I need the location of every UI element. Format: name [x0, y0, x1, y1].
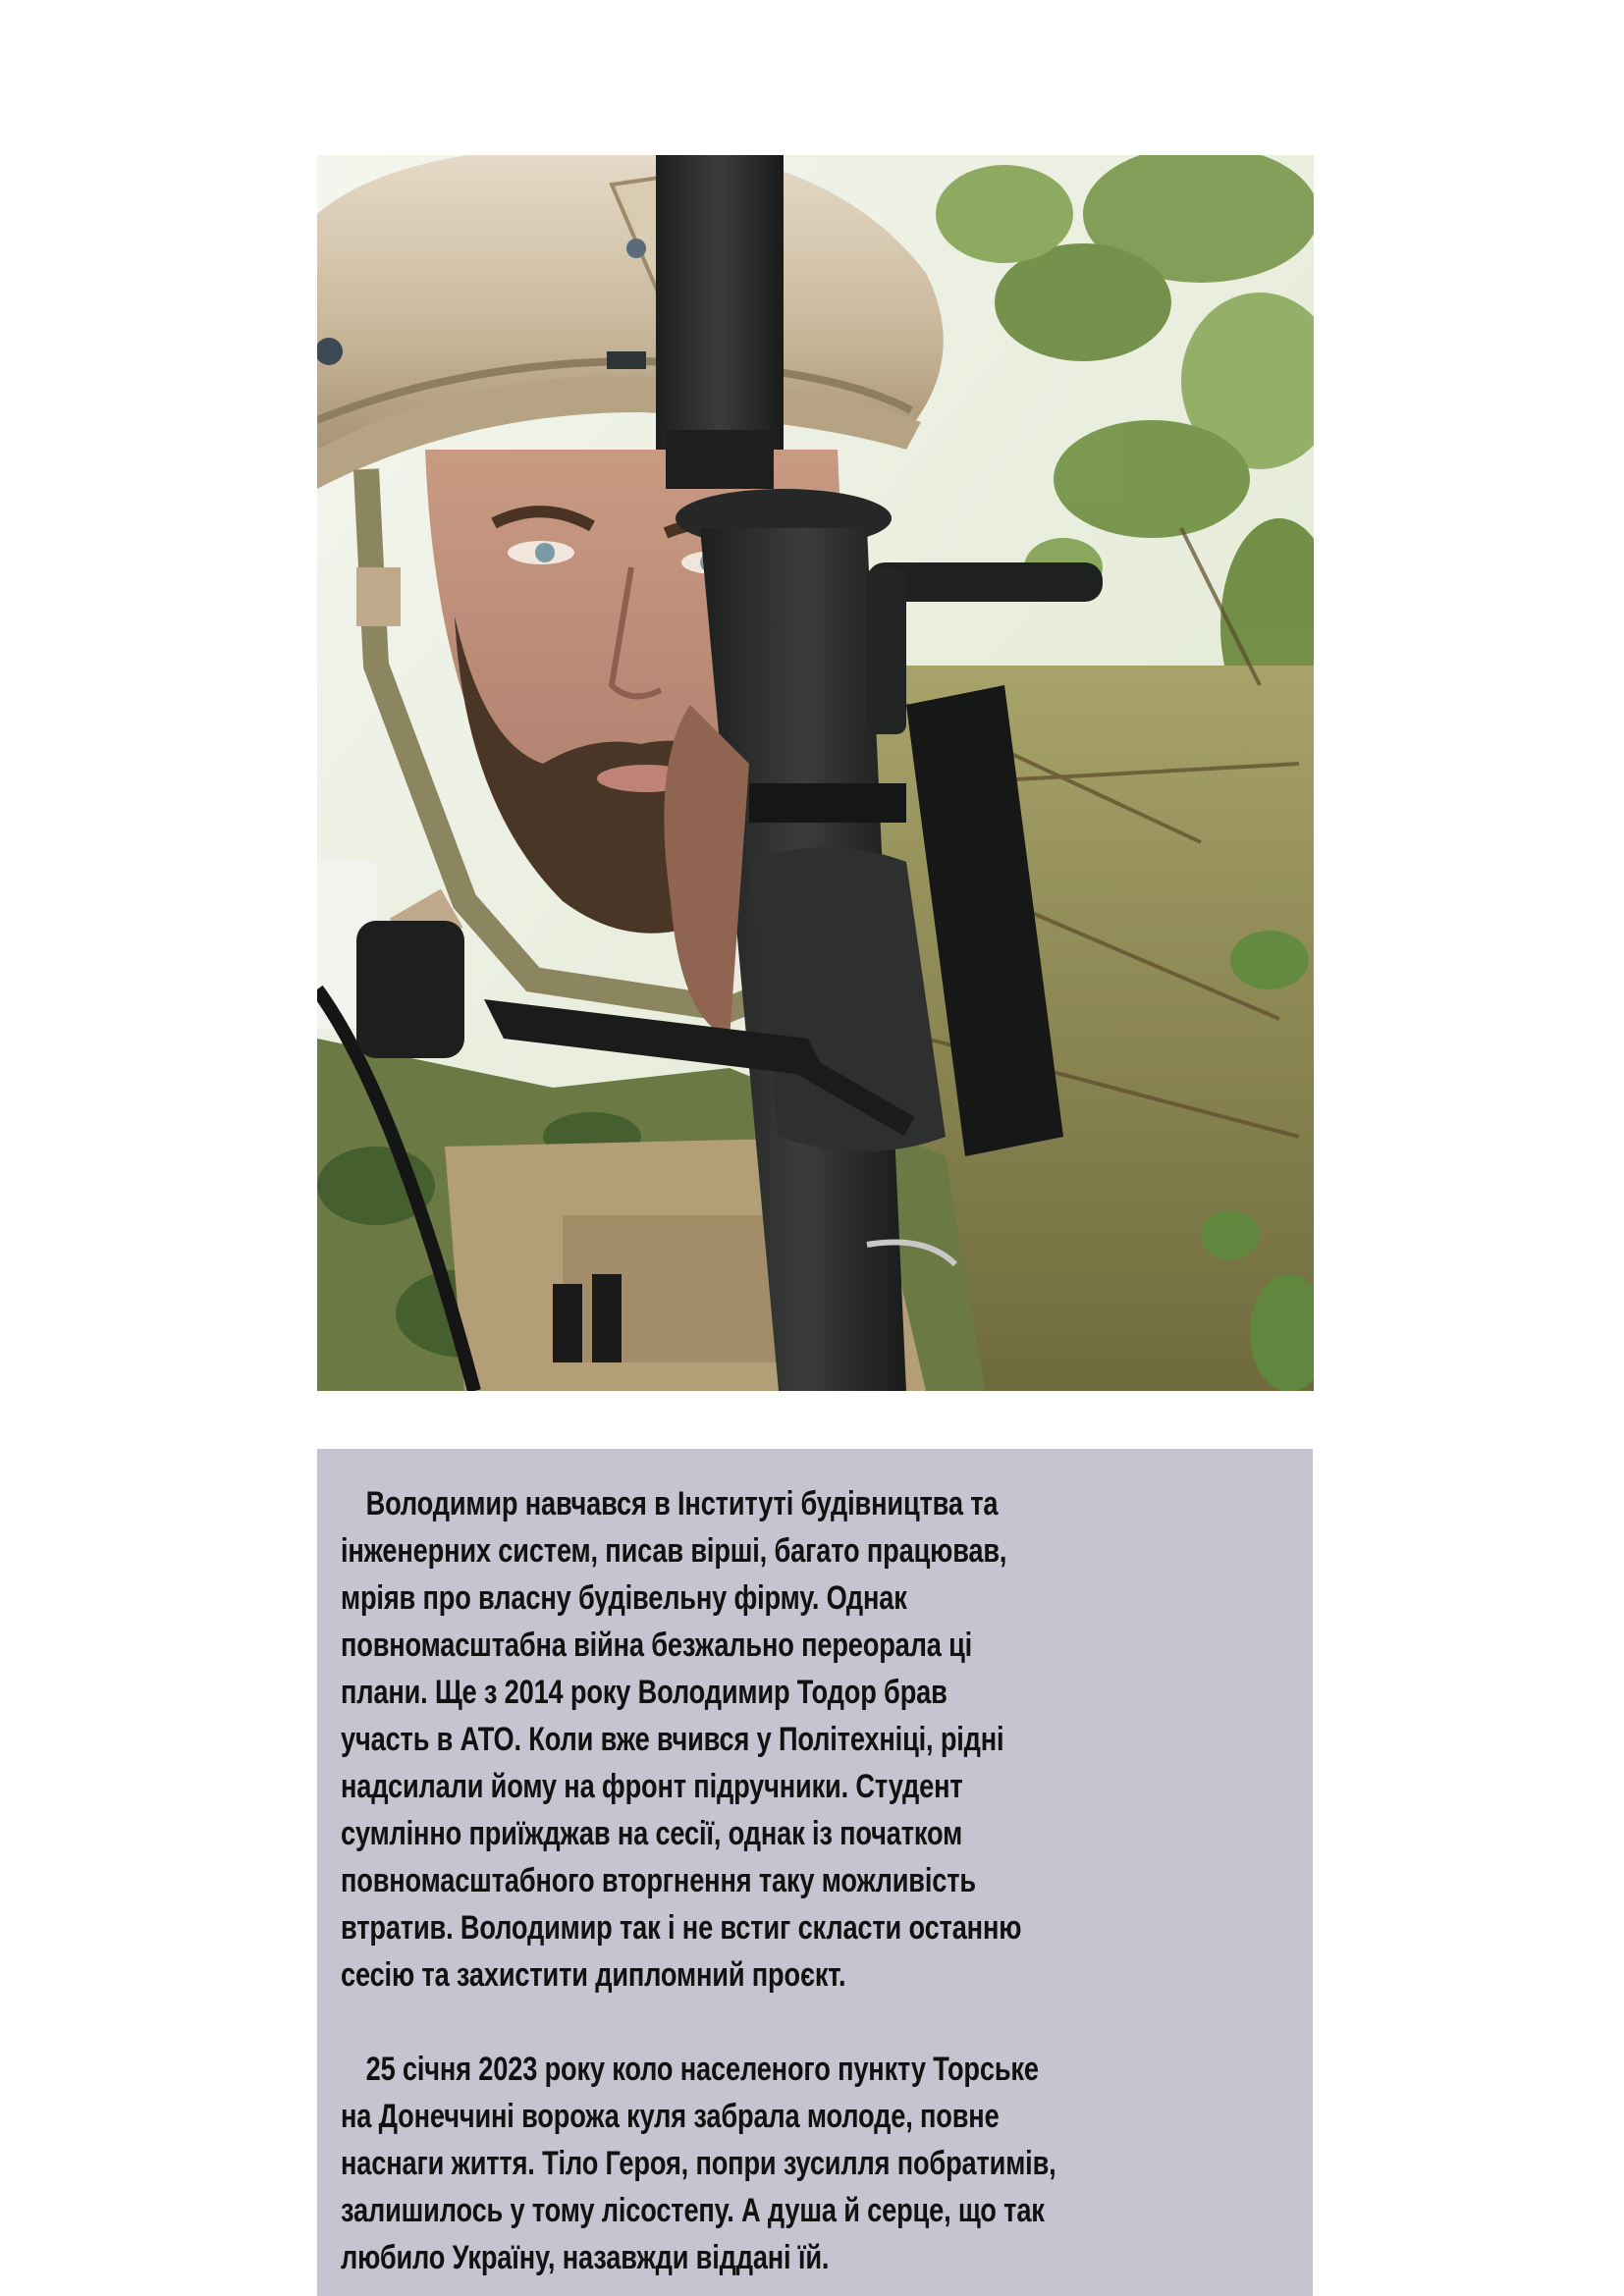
text-line: плани. Ще з 2014 року Володимир Тодор брав	[341, 1674, 947, 1711]
soldier-portrait-photo	[317, 155, 1314, 1391]
text-line: любило Україну, назавжди віддані їй.	[341, 2239, 830, 2276]
text-line: інженерних систем, писав вірші, багато працював,	[341, 1532, 1007, 1570]
text-line: наснаги життя. Тіло Героя, попри зусилля побратимів,	[341, 2145, 1056, 2182]
paragraph-education-and-service	[341, 1480, 1313, 1999]
text-line: втратив. Володимир так і не встиг скласти останню	[341, 1909, 1022, 1947]
text-line: повномасштабного вторгнення таку можливість	[341, 1862, 976, 1899]
biography-text	[341, 1480, 1313, 2281]
text-line: 25 січня 2023 року коло населеного пункту Торське	[365, 2051, 1039, 2088]
text-line: залишилось у тому лісостепу. А душа й серце, що так	[341, 2192, 1045, 2229]
text-line: Володимир навчався в Інституті будівництва та	[365, 1485, 999, 1522]
paragraph-spacer	[341, 1999, 1313, 2046]
paragraph-death	[341, 2046, 1313, 2281]
text-line: надсилали йому на фронт підручники. Студент	[341, 1768, 963, 1805]
text-line: сумлінно приїжджав на сесії, однак із початком	[341, 1815, 963, 1852]
text-line: повномасштабна війна безжально переорала ці	[341, 1627, 973, 1664]
photo-illustration	[317, 155, 1314, 1391]
text-line: мріяв про власну будівельну фірму. Однак	[341, 1579, 907, 1617]
text-line: на Донеччині ворожа куля забрала молоде, повне	[341, 2098, 1000, 2135]
text-line: сесію та захистити дипломний проєкт.	[341, 1956, 846, 1994]
text-line: участь в АТО. Коли вже вчився у Політехніці, рідні	[341, 1721, 1004, 1758]
biography-text-box	[317, 1449, 1313, 2296]
